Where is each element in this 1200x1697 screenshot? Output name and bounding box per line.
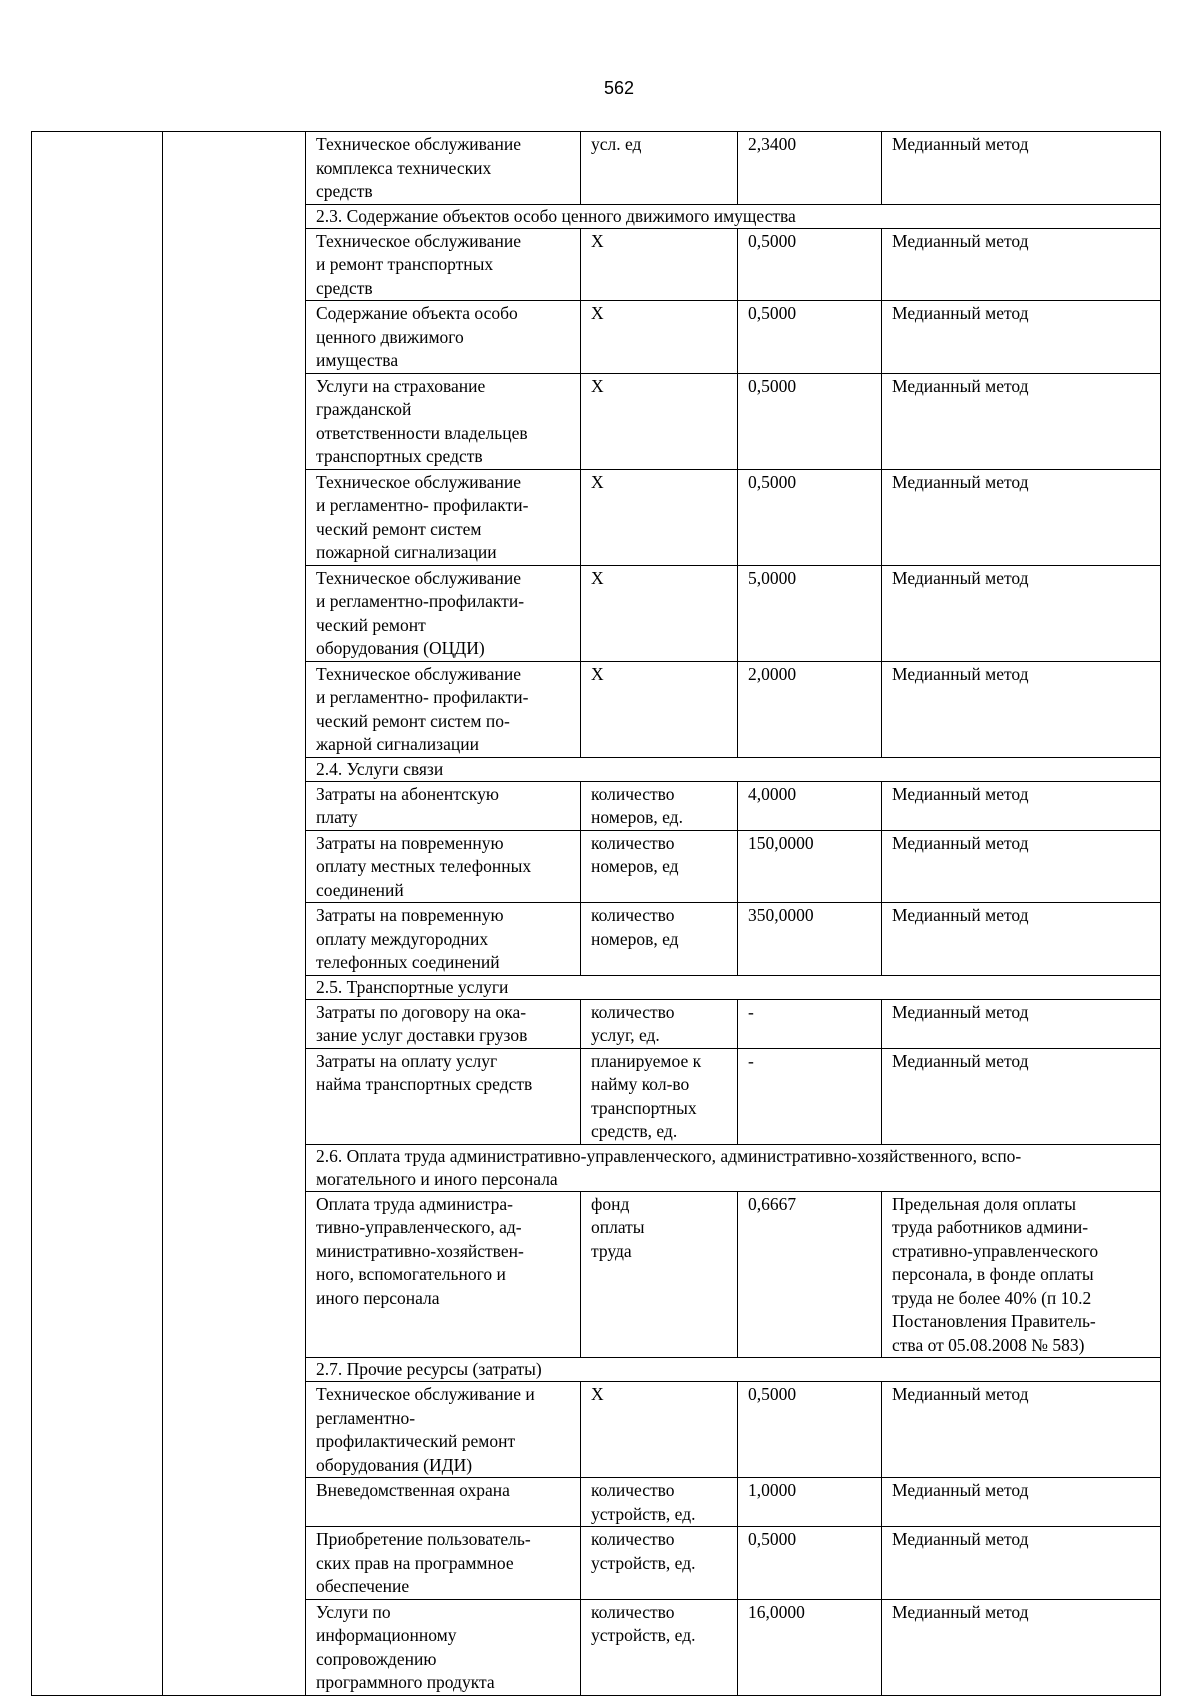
cost-name-cell bbox=[306, 1478, 581, 1527]
unit-cell-text: количество номеров, ед. bbox=[591, 783, 683, 827]
norm-value-cell bbox=[738, 1527, 882, 1600]
cost-name-cell-text: Затраты по договору на ока- зание услуг доставки грузов bbox=[316, 1001, 528, 1045]
unit-cell bbox=[581, 1048, 738, 1144]
norm-value-cell-text: 0,5000 bbox=[748, 1384, 797, 1404]
section-title: 2.3. Содержание объектов особо ценного движимого имущества bbox=[316, 205, 796, 226]
cost-name-cell-text: Техническое обслуживание и регламентно-профилакти- ческий ремонт оборудования (ОЦДИ) bbox=[316, 567, 525, 658]
cost-name-cell bbox=[306, 469, 581, 565]
cost-name-cell-text: Услуги на страхование гражданской ответственности владельцев транспортных средств bbox=[316, 375, 528, 466]
second-column-blank bbox=[163, 132, 306, 1696]
cost-norms-table bbox=[31, 131, 1161, 1696]
method-cell bbox=[882, 1048, 1161, 1144]
cost-name-cell-text: Затраты на абонентскую плату bbox=[316, 783, 499, 827]
unit-cell-text: Х bbox=[591, 663, 604, 684]
cost-name-cell-text: Услуги по информационному сопровождению программного продукта bbox=[316, 1601, 495, 1692]
method-cell-text: Медианный метод bbox=[892, 567, 1029, 588]
norm-value-cell bbox=[738, 903, 882, 976]
norm-value-cell-text: 4,0000 bbox=[748, 783, 797, 804]
cost-name-cell bbox=[306, 373, 581, 469]
unit-cell-text: Х bbox=[591, 375, 604, 396]
norm-value-cell bbox=[738, 132, 882, 205]
unit-cell-text: планируемое к найму кол-во транспортных средств, ед. bbox=[591, 1050, 702, 1141]
method-cell-text: Медианный метод bbox=[892, 905, 1029, 925]
method-cell bbox=[882, 1478, 1161, 1527]
unit-cell bbox=[581, 301, 738, 374]
page-number: 562 bbox=[603, 78, 635, 98]
norm-value-cell bbox=[738, 1382, 882, 1478]
method-cell-text: Медианный метод bbox=[892, 303, 1029, 323]
norm-value-cell-text: - bbox=[748, 1001, 754, 1022]
left-column-blank bbox=[32, 132, 163, 1696]
unit-cell bbox=[581, 132, 738, 205]
unit-cell bbox=[581, 903, 738, 976]
norm-value-cell bbox=[738, 1599, 882, 1695]
norm-value-cell bbox=[738, 373, 882, 469]
cost-name-cell bbox=[306, 903, 581, 976]
norm-value-cell-text: 0,5000 bbox=[748, 303, 797, 323]
unit-cell bbox=[581, 373, 738, 469]
norm-value-cell bbox=[738, 999, 882, 1048]
unit-cell-text: количество услуг, ед. bbox=[591, 1001, 675, 1045]
norm-value-cell-text: 150,0000 bbox=[748, 832, 814, 853]
method-cell-text: Медианный метод bbox=[892, 1384, 1029, 1404]
norm-value-cell-text: 0,5000 bbox=[748, 230, 797, 251]
unit-cell-text: Х bbox=[591, 471, 604, 492]
unit-cell bbox=[581, 999, 738, 1048]
cost-name-cell bbox=[306, 1599, 581, 1695]
method-cell bbox=[882, 228, 1161, 301]
method-cell bbox=[882, 1527, 1161, 1600]
cost-name-cell-text: Техническое обслуживание и регламентно- профилакти- ческий ремонт систем пожарной сигнализации bbox=[316, 471, 529, 562]
method-cell bbox=[882, 373, 1161, 469]
unit-cell-text: Х bbox=[591, 567, 604, 588]
norm-value-cell bbox=[738, 301, 882, 374]
norm-value-cell-text: 0,6667 bbox=[748, 1193, 797, 1214]
cost-name-cell bbox=[306, 1048, 581, 1144]
norm-value-cell bbox=[738, 830, 882, 903]
unit-cell bbox=[581, 1382, 738, 1478]
cost-name-cell bbox=[306, 1382, 581, 1478]
unit-cell-text: Х bbox=[591, 303, 604, 323]
cost-name-cell bbox=[306, 661, 581, 757]
method-cell bbox=[882, 661, 1161, 757]
unit-cell bbox=[581, 1527, 738, 1600]
cost-name-cell-text: Техническое обслуживание комплекса технических средств bbox=[316, 134, 521, 201]
method-cell-text: Медианный метод bbox=[892, 230, 1029, 251]
method-cell-text: Медианный метод bbox=[892, 1480, 1029, 1500]
unit-cell bbox=[581, 469, 738, 565]
norm-value-cell-text: 2,3400 bbox=[748, 134, 797, 154]
method-cell bbox=[882, 830, 1161, 903]
unit-cell-text: количество устройств, ед. bbox=[591, 1601, 696, 1645]
method-cell-text: Предельная доля оплаты труда работников админи- стративно-управленческого персонала, в фонде оплаты труда не более 40% (п 10.2 Постановления Правитель- ства от 05.08.2008 № 583) bbox=[892, 1193, 1099, 1355]
cost-name-cell-text: Техническое обслуживание и ремонт транспортных средств bbox=[316, 230, 521, 298]
norm-value-cell bbox=[738, 1048, 882, 1144]
method-cell-text: Медианный метод bbox=[892, 1529, 1029, 1549]
norm-value-cell-text: 0,5000 bbox=[748, 375, 797, 396]
method-cell bbox=[882, 469, 1161, 565]
section-title: 2.5. Транспортные услуги bbox=[316, 976, 509, 997]
unit-cell-text: количество устройств, ед. bbox=[591, 1480, 696, 1524]
method-cell bbox=[882, 1191, 1161, 1358]
method-cell-text: Медианный метод bbox=[892, 375, 1029, 396]
norm-value-cell bbox=[738, 228, 882, 301]
unit-cell-text: Х bbox=[591, 1384, 604, 1404]
method-cell bbox=[882, 1382, 1161, 1478]
unit-cell-text: усл. ед bbox=[591, 134, 642, 154]
norm-value-cell bbox=[738, 661, 882, 757]
unit-cell bbox=[581, 565, 738, 661]
method-cell-text: Медианный метод bbox=[892, 1001, 1029, 1022]
unit-cell bbox=[581, 781, 738, 830]
cost-name-cell bbox=[306, 999, 581, 1048]
method-cell bbox=[882, 781, 1161, 830]
method-cell-text: Медианный метод bbox=[892, 1050, 1029, 1071]
cost-name-cell-text: Затраты на повременную оплату междугородних телефонных соединений bbox=[316, 905, 504, 972]
method-cell bbox=[882, 999, 1161, 1048]
unit-cell-text: фонд оплаты труда bbox=[591, 1193, 645, 1261]
norm-value-cell bbox=[738, 565, 882, 661]
norm-value-cell bbox=[738, 469, 882, 565]
norm-value-cell-text: 0,5000 bbox=[748, 471, 797, 492]
section-title: 2.7. Прочие ресурсы (затраты) bbox=[316, 1359, 542, 1379]
norm-value-cell-text: 2,0000 bbox=[748, 663, 797, 684]
table-body bbox=[32, 132, 1161, 1696]
unit-cell-text: Х bbox=[591, 230, 604, 251]
norm-value-cell-text: 0,5000 bbox=[748, 1529, 797, 1549]
method-cell-text: Медианный метод bbox=[892, 1601, 1029, 1622]
norm-value-cell bbox=[738, 781, 882, 830]
method-cell-text: Медианный метод bbox=[892, 134, 1029, 154]
unit-cell bbox=[581, 1478, 738, 1527]
cost-name-cell bbox=[306, 132, 581, 205]
method-cell-text: Медианный метод bbox=[892, 783, 1029, 804]
method-cell bbox=[882, 565, 1161, 661]
cost-name-cell bbox=[306, 301, 581, 374]
cost-name-cell-text: Вневедомственная охрана bbox=[316, 1480, 510, 1500]
unit-cell bbox=[581, 1599, 738, 1695]
norm-value-cell bbox=[738, 1191, 882, 1358]
unit-cell bbox=[581, 1191, 738, 1358]
cost-name-cell bbox=[306, 565, 581, 661]
unit-cell bbox=[581, 830, 738, 903]
section-title: 2.4. Услуги связи bbox=[316, 758, 444, 779]
cost-name-cell-text: Техническое обслуживание и регламентно- профилакти- ческий ремонт систем по- жарной сигнализации bbox=[316, 663, 529, 754]
cost-name-cell bbox=[306, 830, 581, 903]
method-cell bbox=[882, 301, 1161, 374]
unit-cell-text: количество номеров, ед bbox=[591, 905, 679, 949]
method-cell-text: Медианный метод bbox=[892, 663, 1029, 684]
method-cell-text: Медианный метод bbox=[892, 471, 1029, 492]
unit-cell bbox=[581, 228, 738, 301]
norm-value-cell-text: - bbox=[748, 1050, 754, 1071]
unit-cell-text: количество устройств, ед. bbox=[591, 1529, 696, 1573]
cost-name-cell-text: Техническое обслуживание и регламентно- профилактический ремонт оборудования (ИДИ) bbox=[316, 1384, 535, 1475]
method-cell bbox=[882, 1599, 1161, 1695]
method-cell-text: Медианный метод bbox=[892, 832, 1029, 853]
cost-name-cell bbox=[306, 228, 581, 301]
norm-value-cell-text: 350,0000 bbox=[748, 905, 814, 925]
cost-name-cell-text: Затраты на повременную оплату местных телефонных соединений bbox=[316, 832, 532, 900]
cost-name-cell bbox=[306, 781, 581, 830]
section-title: 2.6. Оплата труда административно-управленческого, административно-хозяйственного, вспо- могательного и иного персонала bbox=[316, 1145, 1022, 1189]
norm-value-cell-text: 1,0000 bbox=[748, 1480, 797, 1500]
cost-name-cell-text: Затраты на оплату услуг найма транспортных средств bbox=[316, 1050, 533, 1094]
cost-name-cell bbox=[306, 1191, 581, 1358]
unit-cell-text: количество номеров, ед bbox=[591, 832, 679, 876]
table-row bbox=[32, 132, 1161, 205]
norm-value-cell-text: 5,0000 bbox=[748, 567, 797, 588]
method-cell bbox=[882, 132, 1161, 205]
cost-name-cell-text: Содержание объекта особо ценного движимого имущества bbox=[316, 303, 518, 370]
norm-value-cell-text: 16,0000 bbox=[748, 1601, 805, 1622]
norm-value-cell bbox=[738, 1478, 882, 1527]
cost-name-cell-text: Оплата труда администра- тивно-управленческого, ад- министративно-хозяйствен- ного, вспомогательного и иного персонала bbox=[316, 1193, 524, 1308]
method-cell bbox=[882, 903, 1161, 976]
cost-name-cell bbox=[306, 1527, 581, 1600]
cost-name-cell-text: Приобретение пользователь- ских прав на программное обеспечение bbox=[316, 1529, 531, 1596]
unit-cell bbox=[581, 661, 738, 757]
